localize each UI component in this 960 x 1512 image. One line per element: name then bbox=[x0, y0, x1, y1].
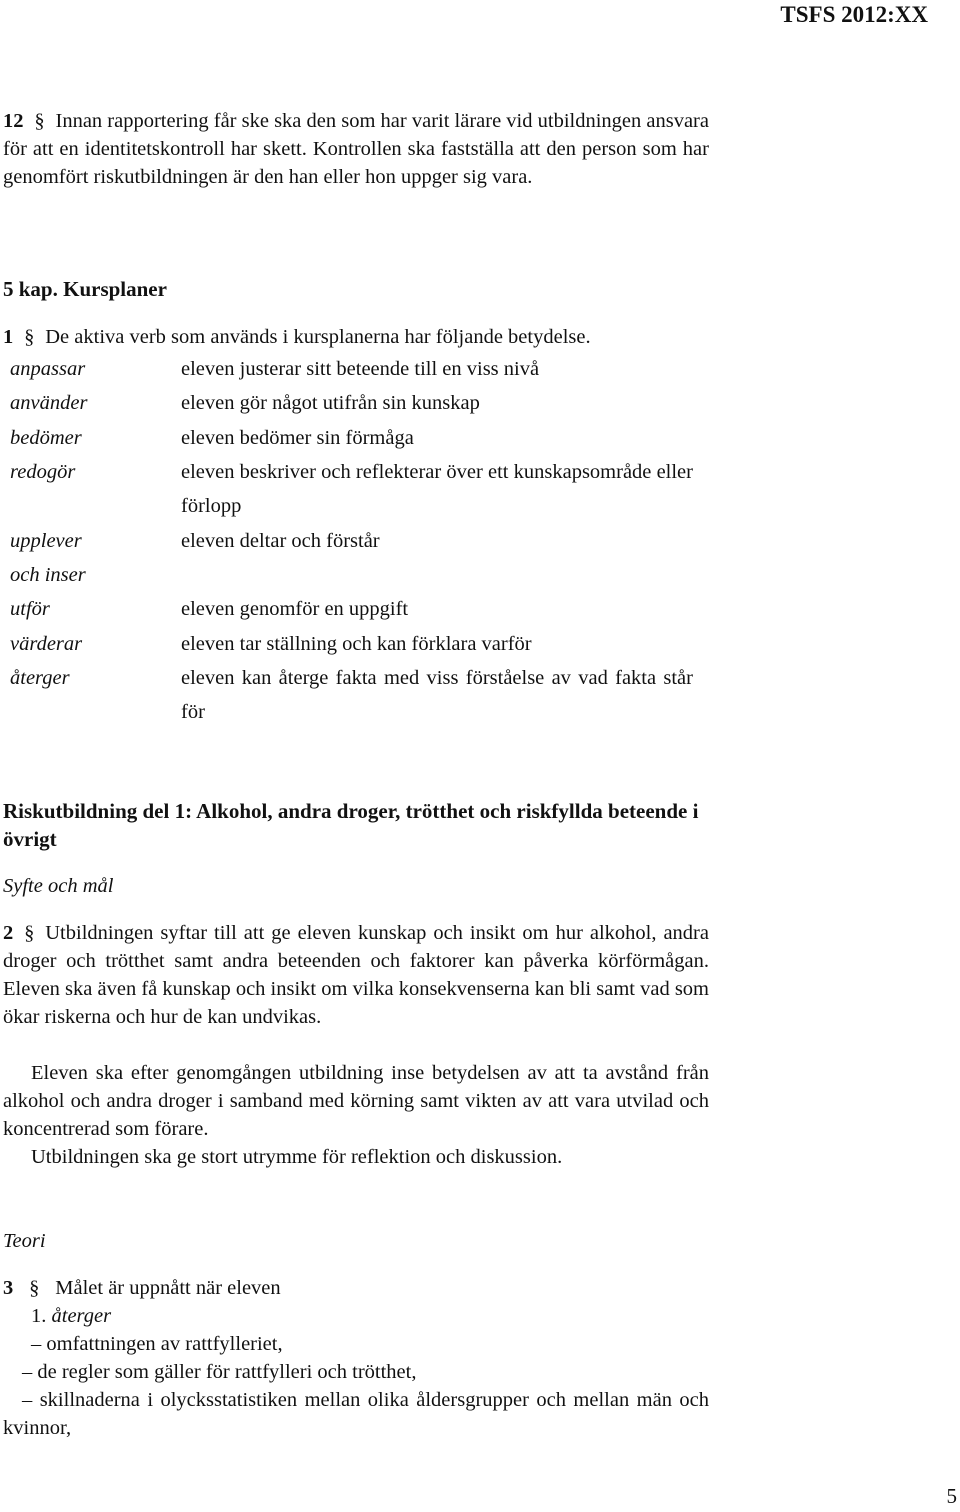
verb-definition-row bbox=[10, 455, 710, 523]
dash-mark: – bbox=[22, 1361, 33, 1383]
dash-list-item bbox=[3, 1386, 709, 1442]
section-number: 3 bbox=[3, 1277, 14, 1299]
section-number: 1 bbox=[3, 326, 14, 348]
verb-definition: eleven genomför en uppgift bbox=[181, 598, 409, 620]
verb-definition: eleven deltar och förstår bbox=[181, 530, 380, 552]
section-3-intro-text: Målet är uppnått när eleven bbox=[55, 1277, 281, 1299]
verb-definition: eleven beskriver och reflekterar över ett kunskapsområde eller förlopp bbox=[181, 461, 693, 518]
dash-mark: – bbox=[31, 1333, 42, 1355]
verb-definition: eleven justerar sitt beteende till en viss nivå bbox=[181, 358, 540, 380]
section-mark: § bbox=[34, 110, 45, 132]
section-number: 12 bbox=[3, 110, 24, 132]
verb-definition: eleven tar ställning och kan förklara varför bbox=[181, 633, 532, 655]
dash-list-item bbox=[22, 1358, 728, 1386]
section-mark: § bbox=[24, 326, 35, 348]
part-heading: Riskutbildning del 1: Alkohol, andra droger, trötthet och riskfyllda beteende i övrigt bbox=[3, 799, 699, 851]
list-item-number bbox=[31, 1302, 737, 1330]
dash-item-text: skillnaderna i olycksstatistiken mellan olika åldersgrupper och mellan män och kvinnor, bbox=[3, 1389, 709, 1439]
section-3-intro bbox=[3, 1274, 709, 1302]
verb-definition: eleven bedömer sin förmåga bbox=[181, 427, 414, 449]
section-2-paragraph-3: Utbildningen ska ge stort utrymme för reflektion och diskussion. bbox=[31, 1146, 563, 1168]
verb-definition-row bbox=[10, 421, 710, 455]
verb-definition-row bbox=[10, 352, 710, 386]
section-2-paragraph-2: Eleven ska efter genomgången utbildning inse betydelsen av att ta avstånd från alkohol och andra droger i samband med körning samt vikten av att vara utvilad och koncentrerad som förare. bbox=[3, 1062, 709, 1140]
verb-definition-row bbox=[10, 524, 710, 592]
verb-definition: eleven gör något utifrån sin kunskap bbox=[181, 392, 480, 414]
section-12-text: Innan rapportering får ske ska den som har varit lärare vid utbildningen ansvara för att en identitetskontroll har skett. Kontrollen ska fastställa att den person som har genomfört riskutbildningen är den han eller hon uppger sig vara. bbox=[3, 110, 709, 188]
dash-item-text: de regler som gäller för rattfylleri och trötthet, bbox=[37, 1361, 417, 1383]
verb-definition-row bbox=[10, 627, 710, 661]
section-1-paragraph bbox=[3, 323, 723, 351]
subheading-theory: Teori bbox=[3, 1230, 46, 1252]
verb-term: redogör bbox=[10, 461, 76, 483]
section-2-text-1: Utbildningen syftar till att ge eleven kunskap och insikt om hur alkohol, andra droger och trötthet samt andra beteenden och faktorer kan påverka körförmågan. Eleven ska även få kunskap och insikt om vilka konsekvenserna kan bli samt vad som ökar riskerna och hur de kan undvikas. bbox=[3, 922, 709, 1028]
verb-term: upplever och inser bbox=[10, 530, 86, 587]
subheading-purpose: Syfte och mål bbox=[3, 875, 114, 897]
section-mark: § bbox=[24, 922, 35, 944]
section-number: 2 bbox=[3, 922, 14, 944]
verb-definition: eleven kan återge fakta med viss förståelse av vad fakta står för bbox=[181, 667, 693, 724]
verb-term: återger bbox=[10, 667, 70, 689]
chapter-heading: 5 kap. Kursplaner bbox=[3, 277, 167, 301]
verb-term: värderar bbox=[10, 633, 83, 655]
section-12-paragraph bbox=[3, 107, 709, 191]
page-number: 5 bbox=[946, 1484, 957, 1508]
list-item-verb: återger bbox=[51, 1305, 112, 1327]
list-item-label: 1. bbox=[31, 1305, 47, 1327]
verb-term: utför bbox=[10, 598, 50, 620]
verb-definition-row bbox=[10, 592, 710, 626]
verb-definition-row bbox=[10, 661, 710, 729]
verb-term: bedömer bbox=[10, 427, 82, 449]
verb-term: använder bbox=[10, 392, 88, 414]
section-1-text: De aktiva verb som används i kursplanerna har följande betydelse. bbox=[45, 326, 591, 348]
dash-list-item bbox=[31, 1330, 737, 1358]
verb-definition-row bbox=[10, 386, 710, 420]
section-2-paragraph bbox=[3, 919, 709, 1031]
document-id: TSFS 2012:XX bbox=[780, 2, 928, 27]
section-mark: § bbox=[29, 1277, 40, 1299]
dash-mark: – bbox=[22, 1389, 33, 1411]
dash-item-text: omfattningen av rattfylleriet, bbox=[46, 1333, 283, 1355]
verb-term: anpassar bbox=[10, 358, 86, 380]
